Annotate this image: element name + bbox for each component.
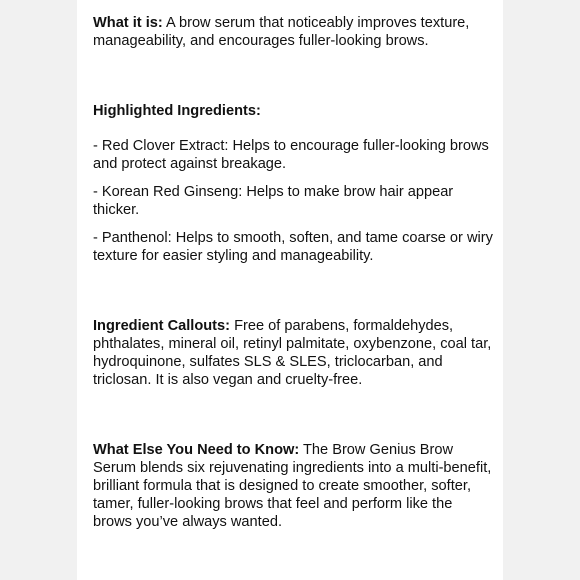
ingredient-callouts-label: Ingredient Callouts: [93, 318, 231, 334]
what-it-is-text: A brow serum that noticeably improves texture, manageability, and encourages fuller-looking brows. [93, 15, 470, 49]
need-to-know-paragraph [93, 441, 493, 531]
ingredient-item-red-clover: - Red Clover Extract: Helps to encourage fuller-looking brows and protect against breakage. [93, 138, 489, 172]
ingredient-callouts-paragraph [93, 317, 493, 389]
what-it-is-paragraph [93, 14, 493, 50]
what-it-is-label: What it is: [93, 15, 163, 31]
need-to-know-text: The Brow Genius Brow Serum blends six rejuvenating ingredients into a multi-benefit, brilliant formula that is designed to create smoother, softer, tamer, fuller-looking brows that feel and perform like the brows you’ve always wanted. [93, 442, 492, 530]
ingredient-item-panthenol: - Panthenol: Helps to smooth, soften, and tame coarse or wiry texture for easier styling and manageability. [93, 230, 493, 264]
document-content [93, 14, 493, 531]
highlighted-ingredients-heading: Highlighted Ingredients: [93, 103, 261, 119]
ingredient-callouts-text: Free of parabens, formaldehydes, phthalates, mineral oil, retinyl palmitate, oxybenzone, coal tar, hydroquinone, sulfates SLS & SLES, triclocarban, and triclosan. It is also vegan and cruelty-free. [93, 318, 492, 388]
document-page [77, 0, 503, 580]
need-to-know-label: What Else You Need to Know: [93, 442, 300, 458]
ingredient-item-red-ginseng: - Korean Red Ginseng: Helps to make brow hair appear thicker. [93, 184, 454, 218]
